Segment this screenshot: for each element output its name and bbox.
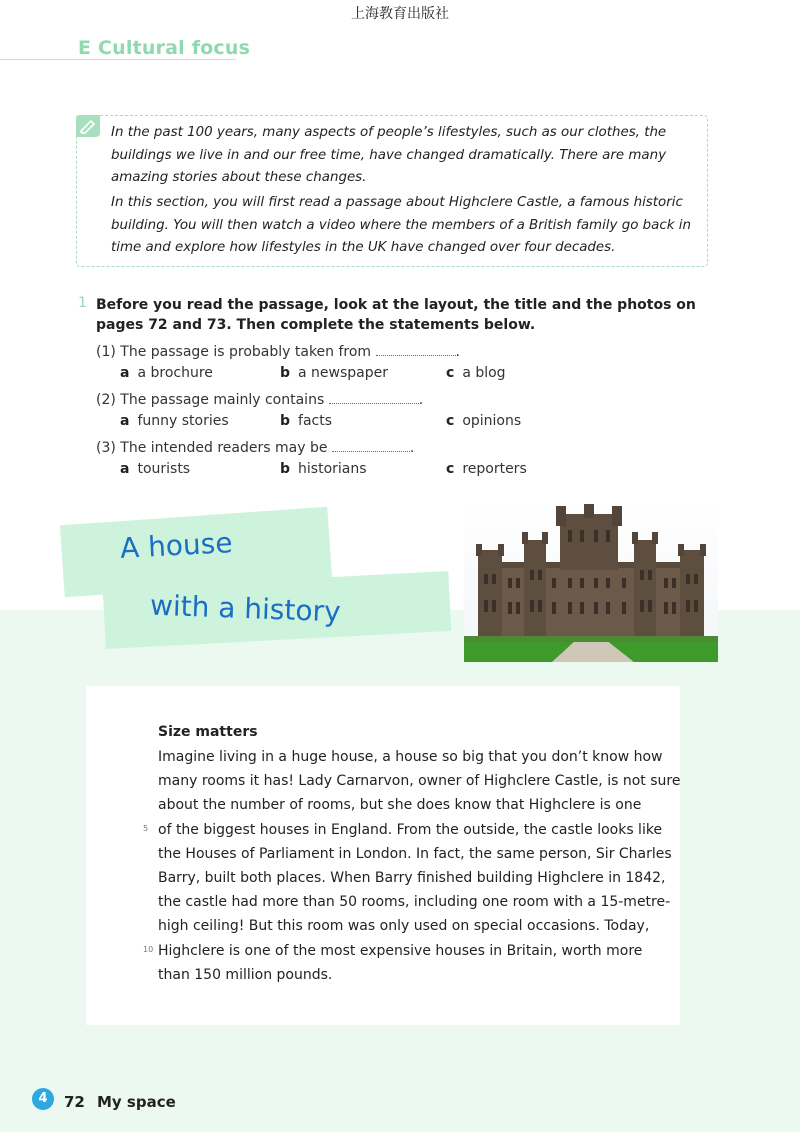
- statement-3: (3) The intended readers may be .: [96, 437, 414, 456]
- passage-line: of the biggest houses in England. From the outside, the castle looks like: [158, 821, 663, 838]
- section-divider: [0, 59, 236, 60]
- passage-line: the castle had more than 50 rooms, including one room with a 15-metre-: [158, 894, 671, 911]
- unit-number-badge: 4: [32, 1088, 54, 1110]
- option-3a[interactable]: a tourists: [120, 461, 191, 477]
- passage-line: Barry, built both places. When Barry finished building Highclere in 1842,: [158, 869, 666, 886]
- answer-blank-3[interactable]: [332, 437, 410, 452]
- option-1c[interactable]: c a blog: [446, 365, 506, 381]
- passage-line: than 150 million pounds.: [158, 966, 333, 983]
- page-number: 72: [64, 1093, 85, 1111]
- publisher-name: 上海教育出版社: [351, 6, 449, 22]
- article-title-line-1: A house: [119, 526, 234, 565]
- pencil-icon: [76, 115, 100, 137]
- option-1a[interactable]: a a brochure: [120, 365, 213, 381]
- option-2b[interactable]: b facts: [280, 413, 333, 429]
- passage-line: many rooms it has! Lady Carnarvon, owner of Highclere Castle, is not sure: [158, 773, 681, 790]
- passage-line: about the number of rooms, but she does know that Highclere is one: [158, 797, 642, 814]
- intro-paragraph-2: In this section, you will first read a passage about Highclere Castle, a famous historic building. You will then watch a video where the members of a British family go back in time and explore how lifestyles in the UK have changed over four decades.: [111, 195, 691, 255]
- option-2a[interactable]: a funny stories: [120, 413, 229, 429]
- passage-line: high ceiling! But this room was only used on special occasions. Today,: [158, 918, 650, 935]
- option-2c[interactable]: c opinions: [446, 413, 522, 429]
- statement-1: (1) The passage is probably taken from .: [96, 341, 460, 360]
- passage-line: Highclere is one of the most expensive houses in Britain, worth more: [158, 942, 643, 959]
- passage-line: the Houses of Parliament in London. In fact, the same person, Sir Charles: [158, 845, 672, 862]
- article-title-line-2: with a history: [149, 588, 342, 629]
- option-3c[interactable]: c reporters: [446, 461, 527, 477]
- line-number-10: 10: [143, 945, 154, 954]
- castle-photo: [464, 500, 718, 662]
- statement-2: (2) The passage mainly contains .: [96, 389, 423, 408]
- answer-blank-1[interactable]: [376, 341, 456, 356]
- unit-title: My space: [97, 1093, 176, 1111]
- answer-blank-2[interactable]: [329, 389, 419, 404]
- passage-heading: Size matters: [158, 724, 258, 740]
- option-3b[interactable]: b historians: [280, 461, 367, 477]
- passage-line: Imagine living in a huge house, a house so big that you don’t know how: [158, 749, 663, 765]
- intro-paragraph-1: In the past 100 years, many aspects of people’s lifestyles, such as our clothes, the buildings we live in and our free time, have changed dramatically. There are many amazing stories about these changes.: [111, 125, 667, 185]
- option-1b[interactable]: b a newspaper: [280, 365, 389, 381]
- section-title: E Cultural focus: [78, 37, 251, 59]
- line-number-5: 5: [143, 824, 149, 833]
- question-number: 1: [78, 295, 87, 311]
- passage-text: [158, 745, 681, 987]
- question-text: Before you read the passage, look at the layout, the title and the photos on pages 72 and 73. Then complete the statements below.: [96, 297, 696, 333]
